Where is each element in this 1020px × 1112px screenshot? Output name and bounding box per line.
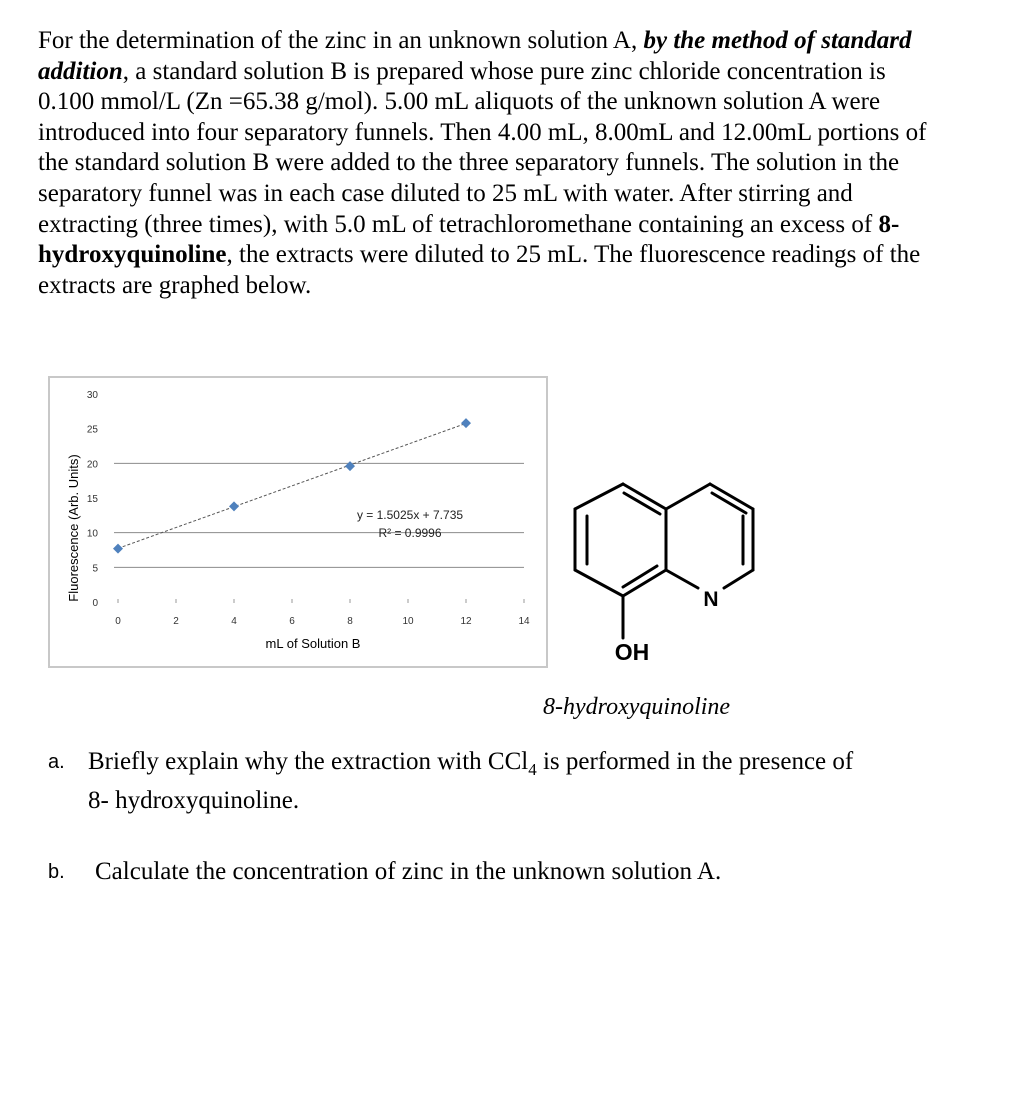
question-a-line1b: is performed in the presence of — [536, 748, 854, 775]
question-a-marker: a. — [48, 751, 65, 773]
question-a-line1: Briefly explain why the extraction with CCl — [88, 748, 529, 775]
y-tick-label: 25 — [86, 424, 98, 436]
x-tick-label: 12 — [460, 616, 472, 627]
bond — [575, 484, 623, 509]
bond — [575, 570, 623, 596]
intro-text-2: , a standard solution B is prepared whose pure zinc chloride concentration is 0.100 mmol/L (Zn =65.38 g/mol). 5.00 mL aliquots of the unknown solution A were introduced into four separatory funnels. Then 4.00 mL, 8.00mL and 12.00mL portions of the standard solution B were added to the three separatory funnels. The solution in the separatory funnel was in each case diluted to 25 mL with water. After stirring and extracting (three times), with 5.0 mL of tetrachloromethane containing an excess of — [38, 57, 927, 238]
x-tick-label: 14 — [518, 616, 530, 627]
data-point — [113, 544, 123, 554]
bond — [724, 570, 753, 588]
y-tick-label: 5 — [92, 563, 98, 575]
intro-text-1: For the determination of the zinc in an unknown solution A, — [38, 27, 638, 54]
double-bond — [623, 566, 657, 587]
chart-frame — [48, 376, 548, 668]
y-axis-label: Fluorescence (Arb. Units) — [66, 454, 81, 602]
bond — [666, 570, 698, 588]
y-tick-label: 20 — [86, 459, 98, 471]
y-tick-label: 0 — [92, 598, 98, 609]
data-point — [345, 461, 355, 471]
data-point — [461, 418, 471, 428]
trendline-equation: y = 1.5025x + 7.735 — [356, 508, 464, 522]
x-tick-label: 0 — [115, 616, 121, 627]
intro-emphasis-reagent: 8-hydroxyquinoline — [38, 210, 900, 269]
x-tick-label: 10 — [402, 616, 414, 627]
y-tick-label: 30 — [86, 390, 98, 401]
problem-statement — [38, 26, 938, 301]
r-squared-label: R² = 0.9996 — [378, 526, 442, 540]
y-tick-label: 10 — [86, 528, 98, 540]
question-a-subscript: 4 — [528, 760, 537, 779]
x-tick-label: 2 — [173, 616, 179, 627]
fluorescence-chart — [50, 378, 546, 666]
y-tick-label: 15 — [86, 494, 98, 505]
x-axis-label: mL of Solution B — [265, 636, 361, 651]
molecule-structure — [560, 480, 760, 680]
data-point — [229, 501, 239, 511]
question-a-line2: 8- hydroxyquinoline. — [88, 787, 300, 814]
hydroxyl-label: OH — [614, 639, 650, 665]
question-b-text: Calculate the concentration of zinc in the unknown solution A. — [95, 858, 722, 885]
x-tick-label: 8 — [347, 616, 353, 627]
bond — [666, 484, 710, 509]
question-a-text — [88, 746, 948, 816]
x-tick-label: 6 — [289, 616, 295, 627]
intro-emphasis-method: by the method of standard addition — [38, 27, 912, 85]
x-tick-label: 4 — [231, 616, 237, 627]
question-b-marker: b. — [48, 861, 65, 883]
nitrogen-label: N — [703, 588, 719, 611]
intro-text-3: , the extracts were diluted to 25 mL. The fluorescence readings of the extracts are graphed below. — [38, 241, 921, 299]
molecule-caption: 8-hydroxyquinoline — [543, 694, 731, 720]
